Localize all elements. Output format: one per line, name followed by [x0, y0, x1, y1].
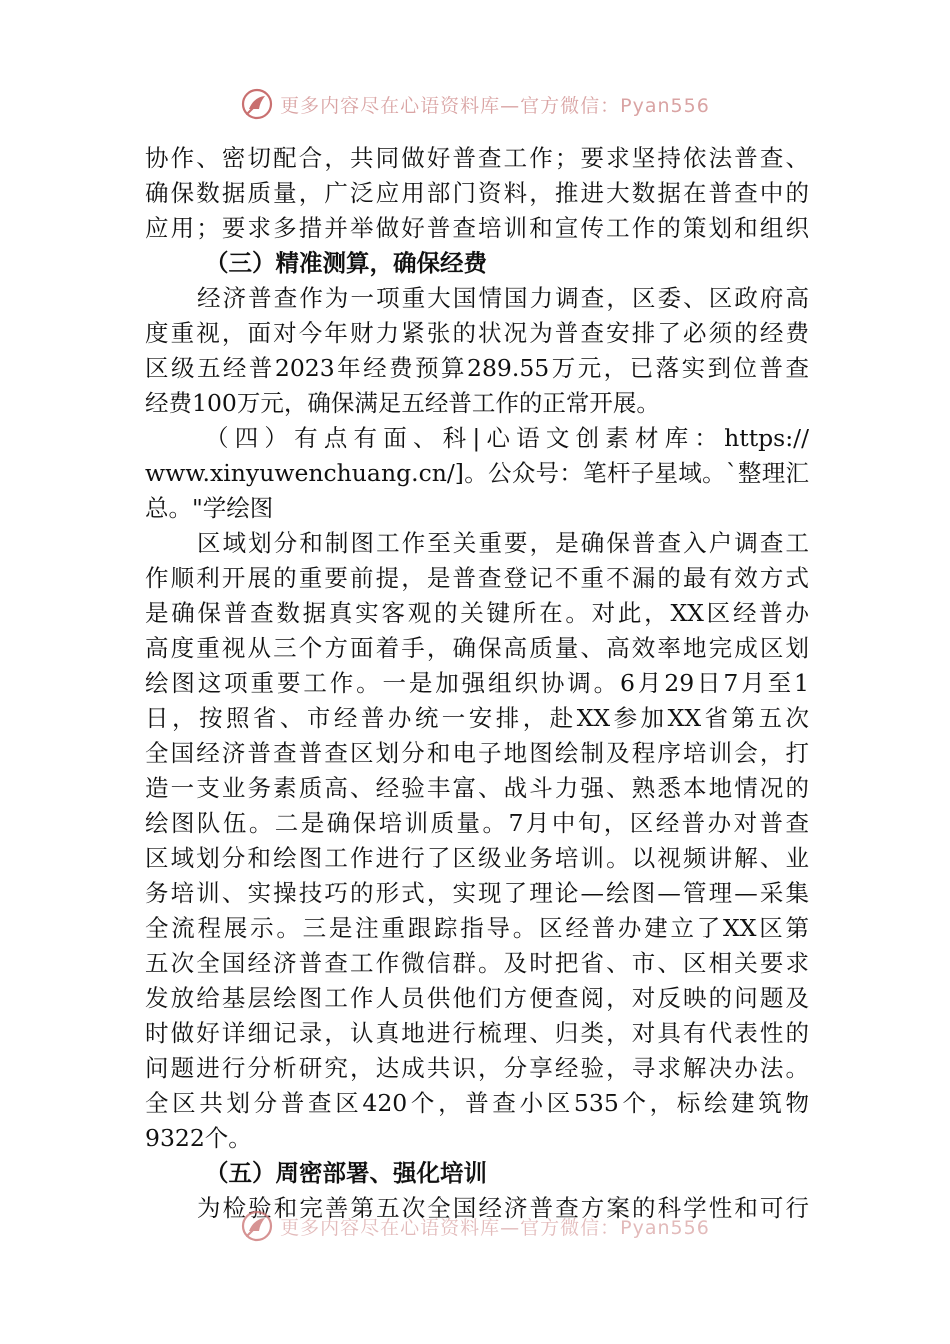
footer-watermark — [0, 1206, 950, 1246]
watermark-text: 更多内容尽在心语资料库—官方微信：Pyan556 — [280, 1216, 710, 1239]
section-heading-line: （四）有点有面、科|心语文创素材库：https:// — [205, 424, 809, 452]
paragraph-line: 务培训、实操技巧的形式，实现了理论—绘图—管理—采集 — [145, 879, 809, 907]
paragraph-line: 是确保普查数据真实客观的关键所在。对此，XX区经普办 — [145, 599, 809, 627]
paragraph-line: 总。"学绘图 — [145, 494, 274, 522]
paragraph-line: 全区共划分普查区420个，普查小区535个，标绘建筑物 — [145, 1089, 809, 1117]
paragraph-line: 度重视，面对今年财力紧张的状况为普查安排了必须的经费 — [145, 319, 809, 347]
paragraph-line: 绘图这项重要工作。一是加强组织协调。6月29日7月至1 — [145, 669, 809, 697]
paragraph-line: www.xinyuwenchuang.cn/]。公众号：笔杆子星域。`整理汇 — [145, 459, 809, 487]
paragraph-line: 为检验和完善第五次全国经济普查方案的科学性和可行 — [197, 1194, 809, 1222]
stamp-logo-icon — [240, 1209, 274, 1243]
paragraph-line: 区域划分和制图工作至关重要，是确保普查入户调查工 — [197, 529, 809, 557]
document-body — [145, 141, 809, 1226]
paragraph-line: 发放给基层绘图工作人员供他们方便查阅，对反映的问题及 — [145, 984, 809, 1012]
paragraph-line: 绘图队伍。二是确保培训质量。7月中旬，区经普办对普查 — [145, 809, 809, 837]
watermark-text: 更多内容尽在心语资料库—官方微信：Pyan556 — [280, 94, 710, 117]
paragraph-line: 9322个。 — [145, 1124, 252, 1152]
paragraph-line: 日，按照省、市经普办统一安排，赴XX参加XX省第五次 — [145, 704, 809, 732]
paragraph-line: 全流程展示。三是注重跟踪指导。区经普办建立了XX区第 — [145, 914, 809, 942]
paragraph-line: 全国经济普查普查区划分和电子地图绘制及程序培训会，打 — [145, 739, 809, 767]
paragraph-line: 五次全国经济普查工作微信群。及时把省、市、区相关要求 — [145, 949, 809, 977]
paragraph-line: 作顺利开展的重要前提，是普查登记不重不漏的最有效方式 — [145, 564, 809, 592]
paragraph-line: 造一支业务素质高、经验丰富、战斗力强、熟悉本地情况的 — [145, 774, 809, 802]
paragraph-line: 经济普查作为一项重大国情国力调查，区委、区政府高 — [197, 284, 809, 312]
paragraph-line: 问题进行分析研究，达成共识，分享经验，寻求解决办法。 — [145, 1054, 809, 1082]
paragraph-line: 区级五经普2023年经费预算289.55万元，已落实到位普查 — [145, 354, 809, 382]
paragraph-line: 时做好详细记录，认真地进行梳理、归类，对具有代表性的 — [145, 1019, 809, 1047]
section-heading-line: （五）周密部署、强化培训 — [205, 1159, 487, 1187]
stamp-logo-icon — [240, 87, 274, 121]
paragraph-line: 高度重视从三个方面着手，确保高质量、高效率地完成区划 — [145, 634, 809, 662]
paragraph-line: 应用；要求多措并举做好普查培训和宣传工作的策划和组织 — [145, 214, 809, 242]
paragraph-line: 区域划分和绘图工作进行了区级业务培训。以视频讲解、业 — [145, 844, 809, 872]
paragraph-line: 经费100万元，确保满足五经普工作的正常开展。 — [145, 389, 660, 417]
header-watermark — [0, 84, 950, 124]
section-heading-line: （三）精准测算，确保经费 — [205, 249, 487, 277]
paragraph-line: 协作、密切配合，共同做好普查工作；要求坚持依法普查、 — [145, 144, 809, 172]
paragraph-line: 确保数据质量，广泛应用部门资料，推进大数据在普查中的 — [145, 179, 809, 207]
